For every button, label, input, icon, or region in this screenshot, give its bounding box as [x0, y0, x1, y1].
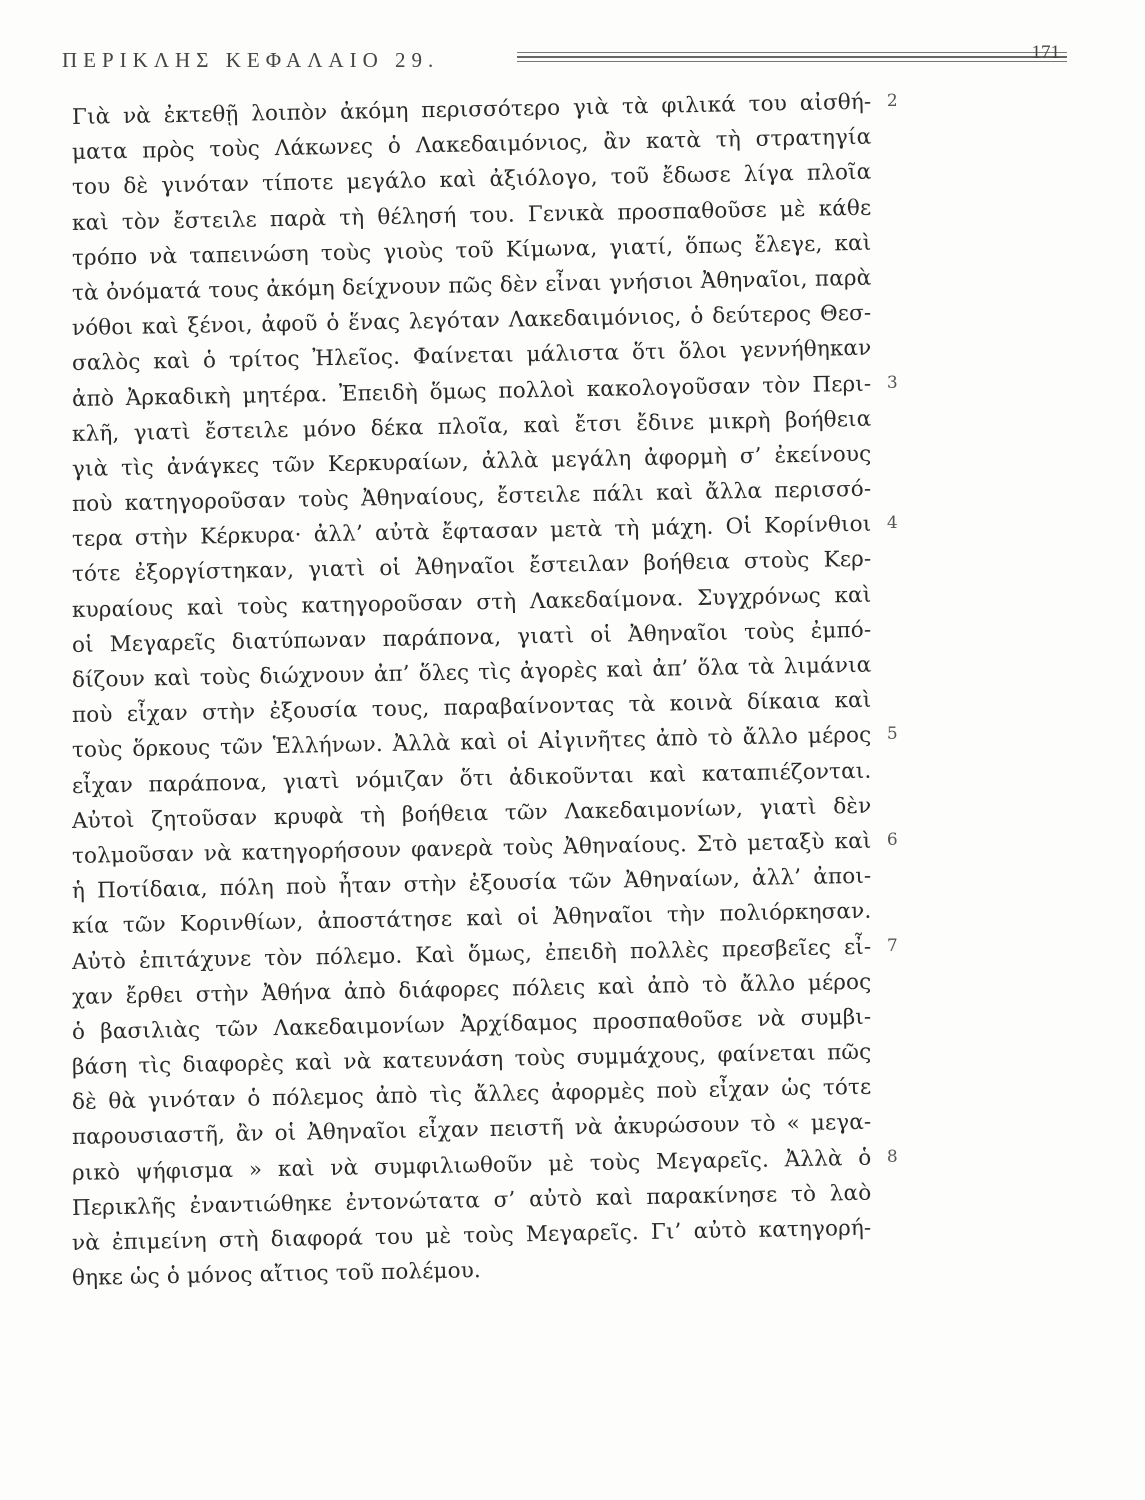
- running-head: [62, 42, 1072, 78]
- line-text: δὲ θὰ γινόταν ὁ πόλεμος ἀπὸ τὶς ἄλλες ἀφορμὲς ποὺ εἶχαν ὡς τότε: [71, 1074, 872, 1116]
- line-text: τὰ ὀνόματά τους ἀκόμη δείχνουν πῶς δὲν εἶναι γνήσιοι Ἀθηναῖοι, παρὰ: [71, 265, 872, 306]
- line-text: Αὐτὸ ἐπιτάχυνε τὸν πόλεμο. Καὶ ὅμως, ἐπειδὴ πολλὲς πρεσβεῖες εἶ-: [71, 934, 872, 975]
- line-text: ματα πρὸς τοὺς Λάκωνες ὁ Λακεδαιμόνιος, ἂν κατὰ τὴ στρατηγία: [71, 124, 872, 166]
- margin-section-number: 5: [886, 724, 898, 745]
- margin-section-number: 3: [886, 372, 898, 393]
- line-text: τερα στὴν Κέρκυρα· ἀλλ’ αὐτὰ ἔφτασαν μετὰ τὴ μάχη. Οἱ Κορίνθιοι: [71, 511, 872, 553]
- header-rule-middle: [517, 56, 1067, 58]
- line-text: σαλὸς καὶ ὁ τρίτος Ἠλεῖος. Φαίνεται μάλιστα ὅτι ὅλοι γεννήθηκαν: [71, 335, 872, 377]
- line-text: Αὐτοὶ ζητοῦσαν κρυφὰ τὴ βοήθεια τῶν Λακεδαιμονίων, γιατὶ δὲν: [71, 793, 872, 834]
- line-text: θηκε ὡς ὁ μόνος αἴτιος τοῦ πολέμου.: [71, 1258, 482, 1292]
- line-text: χαν ἔρθει στὴν Ἀθήνα ἀπὸ διάφορες πόλεις καὶ ἀπὸ τὸ ἄλλο μέρος: [71, 969, 872, 1010]
- line-text: τοὺς ὅρκους τῶν Ἑλλήνων. Ἀλλὰ καὶ οἱ Αἰγινῆτες ἀπὸ τὸ ἄλλο μέρος: [71, 723, 872, 764]
- margin-section-number: 8: [886, 1146, 898, 1167]
- line-text: κία τῶν Κορινθίων, ἀποστάτησε καὶ οἱ Ἀθηναῖοι τὴν πολιόρκησαν.: [71, 898, 872, 940]
- line-text: οἱ Μεγαρεῖς διατύπωναν παράπονα, γιατὶ οἱ Ἀθηναῖοι τοὺς ἐμπό-: [71, 617, 872, 658]
- running-title: ΠΕΡΙΚΛΗΣ ΚΕΦΑΛΑΙΟ 29.: [62, 48, 440, 72]
- line-text: Περικλῆς ἐναντιώθηκε ἐντονώτατα σ’ αὐτὸ καὶ παρακίνησε τὸ λαὸ: [71, 1180, 872, 1221]
- margin-section-number: 4: [886, 513, 898, 534]
- header-rule-top: [517, 52, 1067, 53]
- margin-section-number: 2: [886, 91, 898, 112]
- line-text: δίζουν καὶ τοὺς διώχνουν ἀπ’ ὅλες τὶς ἀγορὲς καὶ ἀπ’ ὅλα τὰ λιμάνια: [71, 652, 872, 693]
- line-text: ἡ Ποτίδαια, πόλη ποὺ ἦταν στὴν ἐξουσία τῶν Ἀθηναίων, ἀλλ’ ἀποι-: [71, 863, 872, 905]
- margin-section-number: 7: [886, 935, 898, 956]
- line-text: κυραίους καὶ τοὺς κατηγοροῦσαν στὴ Λακεδαίμονα. Συγχρόνως καὶ: [71, 582, 872, 623]
- line-text: ρικὸ ψήφισμα » καὶ νὰ συμφιλιωθοῦν μὲ τοὺς Μεγαρεῖς. Ἀλλὰ ὁ: [71, 1145, 872, 1186]
- line-text: καὶ τὸν ἔστειλε παρὰ τὴ θέλησή του. Γενικὰ προσπαθοῦσε μὲ κάθε: [71, 195, 872, 236]
- line-text: ὁ βασιλιὰς τῶν Λακεδαιμονίων Ἀρχίδαμος προσπαθοῦσε νὰ συμβι-: [71, 1004, 872, 1045]
- line-text: παρουσιαστῆ, ἂν οἱ Ἀθηναῖοι εἶχαν πειστῆ νὰ ἀκυρώσουν τὸ « μεγα-: [71, 1110, 872, 1151]
- line-text: νόθοι καὶ ξένοι, ἀφοῦ ὁ ἕνας λεγόταν Λακεδαιμόνιος, ὁ δεύτερος Θεσ-: [71, 300, 872, 342]
- line-text: γιὰ τὶς ἀνάγκες τῶν Κερκυραίων, ἀλλὰ μεγάλη ἀφορμὴ σ’ ἐκείνους: [71, 441, 872, 482]
- line-text: κλῆ, γιατὶ ἔστειλε μόνο δέκα πλοῖα, καὶ ἔτσι ἔδινε μικρὴ βοήθεια: [71, 406, 872, 447]
- header-rule: [517, 52, 1067, 66]
- line-text: Γιὰ νὰ ἐκτεθῇ λοιπὸν ἀκόμη περισσότερο γιὰ τὰ φιλικά του αἰσθή-: [71, 89, 872, 130]
- line-text: ἀπὸ Ἀρκαδικὴ μητέρα. Ἐπειδὴ ὅμως πολλοὶ κακολογοῦσαν τὸν Περι-: [71, 371, 872, 412]
- line-text: εἶχαν παράπονα, γιατὶ νόμιζαν ὅτι ἀδικοῦνται καὶ καταπιέζονται.: [71, 758, 872, 799]
- line-text: βάση τὶς διαφορὲς καὶ νὰ κατευνάση τοὺς συμμάχους, φαίνεται πῶς: [71, 1039, 872, 1081]
- line-text: ποὺ κατηγοροῦσαν τοὺς Ἀθηναίους, ἔστειλε πάλι καὶ ἄλλα περισσό-: [71, 476, 872, 518]
- header-rule-bottom: [517, 61, 1067, 62]
- line-text: τολμοῦσαν νὰ κατηγορήσουν φανερὰ τοὺς Ἀθηναίους. Στὸ μεταξὺ καὶ: [71, 828, 872, 869]
- line-text: του δὲ γινόταν τίποτε μεγάλο καὶ ἀξιόλογο, τοῦ ἔδωσε λίγα πλοῖα: [71, 160, 872, 201]
- page-number: 171: [1031, 42, 1060, 63]
- margin-section-number: 6: [886, 830, 898, 851]
- line-text: τρόπο νὰ ταπεινώση τοὺς γιοὺς τοῦ Κίμωνα, γιατί, ὅπως ἔλεγε, καὶ: [71, 230, 872, 271]
- body-text: [71, 89, 902, 1296]
- line-text: τότε ἐξοργίστηκαν, γιατὶ οἱ Ἀθηναῖοι ἔστειλαν βοήθεια στοὺς Κερ-: [71, 547, 872, 588]
- line-text: νὰ ἐπιμείνη στὴ διαφορά του μὲ τοὺς Μεγαρεῖς. Γι’ αὐτὸ κατηγορή-: [71, 1215, 872, 1256]
- line-text: ποὺ εἶχαν στὴν ἐξουσία τους, παραβαίνοντας τὰ κοινὰ δίκαια καὶ: [71, 687, 872, 729]
